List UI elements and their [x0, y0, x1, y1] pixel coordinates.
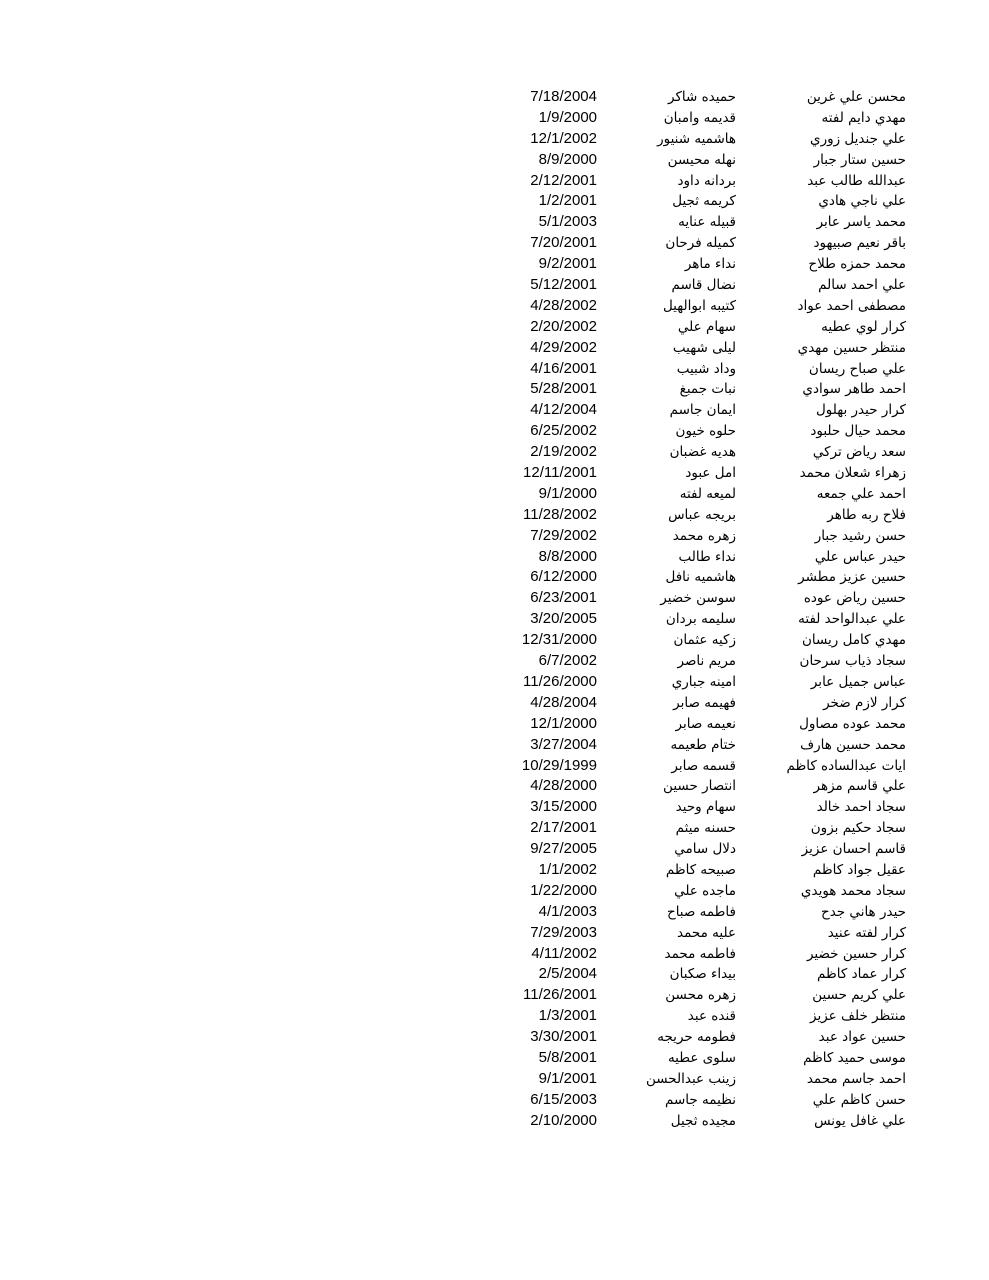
mother-name-cell: هاشميه شنيور — [657, 130, 736, 147]
birth-date-cell: 11/28/2002 — [523, 505, 597, 523]
mother-name-cell: زهره محسن — [665, 987, 736, 1004]
table-row — [0, 338, 989, 359]
birth-date-cell: 12/1/2000 — [530, 714, 597, 732]
mother-name-cell: نداء ماهر — [684, 256, 736, 273]
student-name-cell: مهدي كامل ريسان — [801, 632, 906, 649]
student-name-cell: حيدر هاني جدح — [821, 903, 906, 920]
table-row — [0, 1090, 989, 1111]
student-name-cell: علي عبدالواحد لفته — [798, 611, 906, 628]
birth-date-cell: 3/30/2001 — [530, 1028, 597, 1046]
mother-name-cell: امل عبود — [685, 465, 736, 482]
student-name-cell: سعد رياض تركي — [812, 444, 906, 461]
mother-name-cell: نداء طالب — [678, 548, 736, 565]
student-name-cell: حسين ستار جبار — [813, 151, 906, 168]
mother-name-cell: سليمه بردان — [665, 611, 736, 628]
student-name-cell: علي ناجي هادي — [818, 193, 906, 210]
mother-name-cell: فطومه حريجه — [657, 1029, 736, 1046]
table-row — [0, 651, 989, 672]
table-row — [0, 191, 989, 212]
mother-name-cell: مريم ناصر — [677, 653, 736, 670]
student-name-cell: حيدر عباس علي — [814, 548, 906, 565]
table-row — [0, 923, 989, 944]
table-row — [0, 567, 989, 588]
birth-date-cell: 7/29/2002 — [530, 526, 597, 544]
birth-date-cell: 5/12/2001 — [530, 276, 597, 294]
birth-date-cell: 12/11/2001 — [523, 464, 597, 482]
table-row — [0, 505, 989, 526]
mother-name-cell: عليه محمد — [677, 924, 736, 941]
student-name-cell: منتظر حسين مهدي — [797, 339, 906, 356]
mother-name-cell: كريمه ثجيل — [672, 193, 736, 210]
birth-date-cell: 4/28/2004 — [530, 693, 597, 711]
table-row — [0, 902, 989, 923]
birth-date-cell: 8/8/2000 — [538, 547, 597, 565]
student-name-cell: محمد حيال حلبود — [810, 423, 906, 440]
mother-name-cell: امينه جباري — [671, 673, 736, 690]
birth-date-cell: 7/18/2004 — [530, 88, 597, 105]
mother-name-cell: وداد شبيب — [676, 360, 736, 377]
student-name-cell: عبدالله طالب عبد — [807, 172, 906, 189]
table-row — [0, 1111, 989, 1132]
table-row — [0, 275, 989, 296]
student-name-cell: عباس جميل عابر — [810, 673, 906, 690]
birth-date-cell: 12/31/2000 — [521, 631, 597, 649]
records-table — [0, 87, 989, 1132]
birth-date-cell: 6/12/2000 — [530, 568, 597, 586]
mother-name-cell: كتيبه ابوالهيل — [662, 297, 736, 314]
table-row — [0, 150, 989, 171]
student-name-cell: محمد عوده مصاول — [799, 715, 906, 732]
birth-date-cell: 9/1/2001 — [538, 1069, 597, 1087]
student-name-cell: محمد ياسر عابر — [816, 214, 906, 231]
student-name-cell: علي صباح ريسان — [808, 360, 906, 377]
table-row — [0, 317, 989, 338]
birth-date-cell: 4/12/2004 — [530, 401, 597, 419]
birth-date-cell: 4/28/2000 — [530, 777, 597, 795]
birth-date-cell: 4/16/2001 — [530, 359, 597, 377]
birth-date-cell: 2/17/2001 — [530, 819, 597, 837]
table-row — [0, 442, 989, 463]
table-row — [0, 1006, 989, 1027]
table-row — [0, 171, 989, 192]
mother-name-cell: قبيله عنايه — [678, 214, 736, 231]
table-row — [0, 463, 989, 484]
mother-name-cell: هديه غضبان — [669, 444, 736, 461]
student-name-cell: حسن رشيد جبار — [814, 527, 906, 544]
mother-name-cell: فاطمه محمد — [664, 945, 736, 962]
table-row — [0, 881, 989, 902]
birth-date-cell: 4/28/2002 — [530, 296, 597, 314]
table-row — [0, 588, 989, 609]
student-name-cell: موسى حميد كاظم — [803, 1049, 906, 1066]
table-row — [0, 421, 989, 442]
birth-date-cell: 6/25/2002 — [530, 422, 597, 440]
table-row — [0, 212, 989, 233]
birth-date-cell: 6/7/2002 — [538, 652, 597, 670]
mother-name-cell: نظيمه جاسم — [665, 1091, 736, 1108]
student-name-cell: علي احمد سالم — [818, 277, 906, 294]
student-name-cell: احمد طاهر سوادي — [802, 381, 906, 398]
table-row — [0, 484, 989, 505]
student-name-cell: سجاد ذياب سرحان — [799, 653, 906, 670]
table-row — [0, 296, 989, 317]
mother-name-cell: نعيمه صابر — [675, 715, 736, 732]
table-row — [0, 714, 989, 735]
table-row — [0, 756, 989, 777]
student-name-cell: حسين عواد عبد — [818, 1029, 906, 1046]
student-name-cell: علي غافل يونس — [814, 1112, 906, 1129]
table-row — [0, 797, 989, 818]
student-name-cell: علي قاسم مزهر — [813, 778, 906, 795]
mother-name-cell: بريجه عباس — [668, 506, 736, 523]
birth-date-cell: 8/9/2000 — [538, 150, 597, 168]
birth-date-cell: 6/15/2003 — [530, 1090, 597, 1108]
student-name-cell: محمد حسين هارف — [800, 736, 906, 753]
birth-date-cell: 9/1/2000 — [538, 484, 597, 502]
birth-date-cell: 3/15/2000 — [530, 798, 597, 816]
table-row — [0, 87, 989, 108]
table-row — [0, 776, 989, 797]
birth-date-cell: 10/29/1999 — [521, 756, 597, 774]
birth-date-cell: 1/2/2001 — [538, 192, 597, 210]
mother-name-cell: قسمه صابر — [671, 757, 736, 774]
student-name-cell: محمد حمزه طلاح — [808, 256, 906, 273]
student-name-cell: منتظر خلف عزيز — [810, 1008, 906, 1025]
table-row — [0, 964, 989, 985]
student-name-cell: كرار لفته عنيد — [827, 924, 906, 941]
student-name-cell: حسين عزيز مطشر — [798, 569, 906, 586]
student-name-cell: زهراء شعلان محمد — [799, 465, 906, 482]
student-name-cell: كرار حسين خضير — [806, 945, 906, 962]
mother-name-cell: سوسن خضير — [660, 590, 736, 607]
mother-name-cell: سهام علي — [677, 318, 736, 335]
birth-date-cell: 1/22/2000 — [530, 881, 597, 899]
mother-name-cell: فاطمه صباح — [666, 903, 736, 920]
birth-date-cell: 1/9/2000 — [538, 108, 597, 126]
birth-date-cell: 7/29/2003 — [530, 923, 597, 941]
mother-name-cell: صبيحه كاظم — [665, 861, 736, 878]
table-row — [0, 944, 989, 965]
mother-name-cell: ليلى شهيب — [672, 339, 736, 356]
student-name-cell: كرار لوي عطيه — [821, 318, 906, 335]
mother-name-cell: زينب عبدالحسن — [645, 1070, 736, 1087]
birth-date-cell: 2/5/2004 — [538, 965, 597, 983]
student-name-cell: سجاد حكيم بزون — [810, 820, 906, 837]
student-name-cell: حسين رياض عوده — [803, 590, 906, 607]
birth-date-cell: 2/20/2002 — [530, 317, 597, 335]
table-row — [0, 985, 989, 1006]
birth-date-cell: 12/1/2002 — [530, 129, 597, 147]
birth-date-cell: 3/20/2005 — [530, 610, 597, 628]
table-row — [0, 818, 989, 839]
student-name-cell: محسن علي غرين — [806, 89, 906, 105]
student-name-cell: كرار حيدر بهلول — [816, 402, 906, 419]
birth-date-cell: 7/20/2001 — [530, 234, 597, 252]
table-row — [0, 1027, 989, 1048]
student-name-cell: مهدي دايم لفته — [821, 109, 906, 126]
mother-name-cell: كميله فرحان — [665, 235, 736, 252]
birth-date-cell: 2/10/2000 — [530, 1111, 597, 1129]
student-name-cell: علي جنديل زوري — [810, 130, 906, 147]
student-name-cell: حسن كاظم علي — [812, 1091, 906, 1108]
table-row — [0, 400, 989, 421]
table-row — [0, 1069, 989, 1090]
birth-date-cell: 5/1/2003 — [538, 213, 597, 231]
birth-date-cell: 11/26/2001 — [523, 986, 597, 1004]
birth-date-cell: 4/1/2003 — [538, 902, 597, 920]
birth-date-cell: 3/27/2004 — [530, 735, 597, 753]
mother-name-cell: نبات جمبغ — [679, 381, 736, 398]
birth-date-cell: 9/27/2005 — [530, 840, 597, 858]
birth-date-cell: 11/26/2000 — [523, 672, 597, 690]
table-row — [0, 609, 989, 630]
mother-name-cell: نضال قاسم — [671, 277, 736, 294]
mother-name-cell: انتصار حسين — [663, 778, 736, 795]
mother-name-cell: فهيمه صابر — [673, 694, 736, 711]
student-name-cell: احمد علي جمعه — [816, 485, 906, 502]
student-name-cell: باقر نعيم صبيهود — [813, 235, 906, 252]
birth-date-cell: 9/2/2001 — [538, 255, 597, 273]
mother-name-cell: نهله محيسن — [667, 151, 736, 168]
mother-name-cell: حميده شاكر — [668, 89, 736, 105]
mother-name-cell: ماجده علي — [674, 882, 736, 899]
mother-name-cell: حسنه ميثم — [675, 820, 736, 837]
mother-name-cell: زكيه عثمان — [673, 632, 736, 649]
mother-name-cell: هاشميه نافل — [665, 569, 736, 586]
table-row — [0, 860, 989, 881]
birth-date-cell: 1/3/2001 — [538, 1007, 597, 1025]
student-name-cell: فلاح ربه طاهر — [827, 506, 906, 523]
table-row — [0, 693, 989, 714]
table-row — [0, 672, 989, 693]
mother-name-cell: سهام وحيد — [675, 799, 736, 816]
student-name-cell: مصطفى احمد عواد — [797, 297, 906, 314]
mother-name-cell: قنده عبد — [687, 1008, 736, 1025]
student-name-cell: كرار عماد كاظم — [817, 966, 906, 983]
mother-name-cell: لميعه لفته — [679, 485, 736, 502]
table-row — [0, 233, 989, 254]
mother-name-cell: دلال سامي — [674, 841, 736, 858]
student-name-cell: عقيل جواد كاظم — [812, 861, 906, 878]
table-row — [0, 547, 989, 568]
table-row — [0, 129, 989, 150]
student-name-cell: احمد جاسم محمد — [806, 1070, 906, 1087]
student-name-cell: سجاد محمد هويدي — [800, 882, 906, 899]
mother-name-cell: حلوه خيون — [675, 423, 736, 440]
table-row — [0, 254, 989, 275]
table-row — [0, 359, 989, 380]
table-row — [0, 1048, 989, 1069]
birth-date-cell: 6/23/2001 — [530, 589, 597, 607]
table-row — [0, 379, 989, 400]
student-name-cell: ايات عبدالساده كاظم — [786, 757, 906, 774]
birth-date-cell: 5/28/2001 — [530, 380, 597, 398]
mother-name-cell: مجيده ثجيل — [670, 1112, 736, 1129]
student-name-cell: علي كريم حسين — [812, 987, 906, 1004]
birth-date-cell: 5/8/2001 — [538, 1048, 597, 1066]
mother-name-cell: سلوى عطيه — [667, 1049, 736, 1066]
mother-name-cell: بردانه داود — [677, 172, 736, 189]
birth-date-cell: 4/29/2002 — [530, 338, 597, 356]
birth-date-cell: 2/19/2002 — [530, 443, 597, 461]
student-name-cell: سجاد احمد خالد — [816, 799, 906, 816]
table-row — [0, 839, 989, 860]
table-row — [0, 526, 989, 547]
table-row — [0, 630, 989, 651]
table-row — [0, 108, 989, 129]
table-row — [0, 735, 989, 756]
birth-date-cell: 1/1/2002 — [538, 860, 597, 878]
student-name-cell: كرار لازم ضخر — [823, 694, 906, 711]
mother-name-cell: قديمه وامبان — [663, 109, 736, 126]
mother-name-cell: ختام طعيمه — [670, 736, 736, 753]
student-name-cell: قاسم احسان عزيز — [801, 841, 906, 858]
birth-date-cell: 2/12/2001 — [530, 171, 597, 189]
birth-date-cell: 4/11/2002 — [531, 944, 597, 962]
mother-name-cell: زهره محمد — [672, 527, 736, 544]
mother-name-cell: بيداء صكبان — [669, 966, 736, 983]
mother-name-cell: ايمان جاسم — [669, 402, 736, 419]
